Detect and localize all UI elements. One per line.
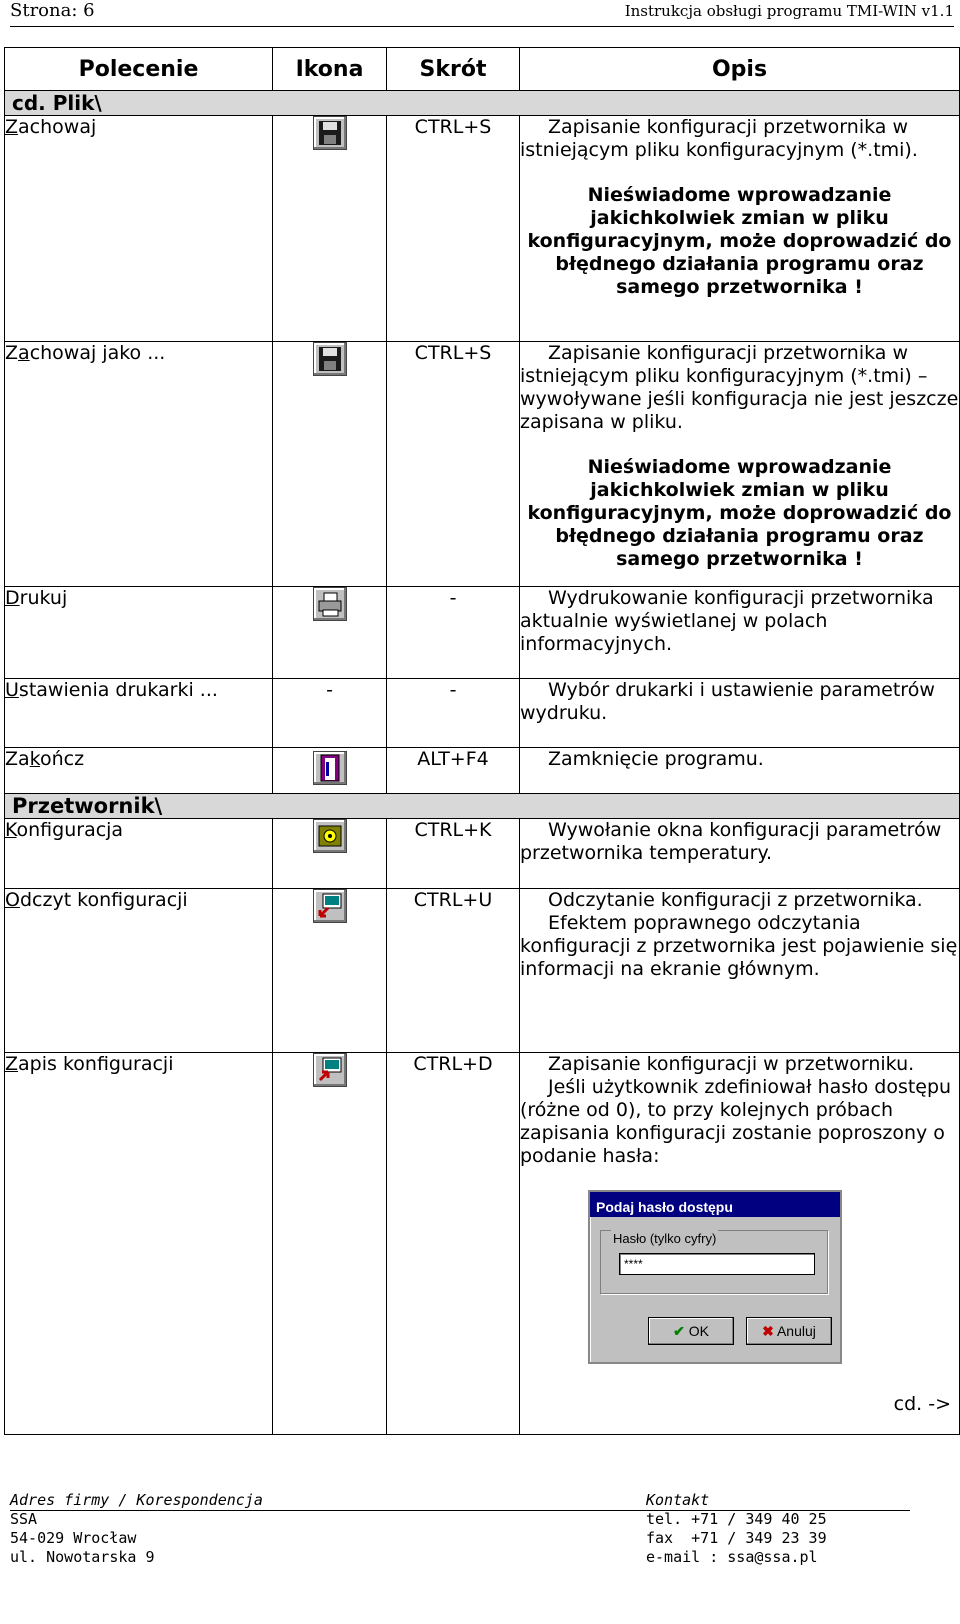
password-group bbox=[600, 1230, 828, 1294]
write-config-icon bbox=[313, 1053, 347, 1087]
description-cell: Wydrukowanie konfiguracji przetwornika aktualnie wyświetlanej w polach informacyjnych. bbox=[520, 587, 960, 679]
command-cell: Konfiguracja bbox=[5, 819, 273, 889]
icon-cell bbox=[273, 819, 387, 889]
page-number: Strona: 6 bbox=[10, 0, 95, 21]
warning-text: Nieświadome wprowadzanie jakichkolwiek zmian w pliku konfiguracyjnym, może doprowadzić do błędnego działania programu oraz samego przetwornika ! bbox=[527, 184, 952, 298]
footer-contact-heading: Kontakt bbox=[646, 1491, 710, 1509]
configuration-icon bbox=[313, 819, 347, 853]
ok-button[interactable]: ✔ OK bbox=[648, 1317, 734, 1345]
description-cell: Wybór drukarki i ustawienie parametrów wydruku. bbox=[520, 679, 960, 748]
password-group-label: Hasło (tylko cyfry) bbox=[611, 1227, 718, 1250]
shortcut-cell: ALT+F4 bbox=[387, 748, 520, 794]
section-title-converter: Przetwornik\ bbox=[5, 794, 960, 819]
icon-cell bbox=[273, 116, 387, 342]
table-header-row bbox=[5, 48, 960, 91]
shortcut-cell: CTRL+S bbox=[387, 342, 520, 587]
icon-cell bbox=[273, 889, 387, 1053]
cancel-button[interactable]: ✖ Anuluj bbox=[746, 1317, 832, 1345]
column-header-description: Opis bbox=[520, 48, 960, 91]
icon-cell bbox=[273, 1053, 387, 1435]
footer-address: Adres firmy / Korespondencja SSA 54-029 Wrocław ul. Nowotarska 9 bbox=[10, 1491, 263, 1566]
section-row-converter bbox=[5, 794, 960, 819]
icon-cell: - bbox=[273, 679, 387, 748]
description-cell: Zapisanie konfiguracji w przetworniku. Jeśli użytkownik zdefiniował hasło dostępu (różne od 0), to przy kolejnych próbach zapisania konfiguracji zostanie poproszony o podanie hasła: Podaj hasło dostępu Hasło (tylko cyfry) **** ✔ OK ✖ Anuluj cd. -> bbox=[520, 1053, 960, 1435]
section-row-file bbox=[5, 91, 960, 116]
command-cell: Zapis konfiguracji bbox=[5, 1053, 273, 1435]
description-cell: Zapisanie konfiguracji przetwornika w istniejącym pliku konfiguracyjnym (*.tmi). Nieświadome wprowadzanie jakichkolwiek zmian w pliku konfiguracyjnym, może doprowadzić do błędnego działania programu oraz samego przetwornika ! bbox=[520, 116, 960, 342]
description-cell: Odczytanie konfiguracji z przetwornika. Efektem poprawnego odczytania konfiguracji z przetwornika jest pojawienie się informacji na ekranie głównym. bbox=[520, 889, 960, 1053]
table-row bbox=[5, 819, 960, 889]
command-cell: Zachowaj jako ... bbox=[5, 342, 273, 587]
command-table bbox=[4, 47, 960, 1435]
shortcut-cell: - bbox=[387, 679, 520, 748]
read-config-icon bbox=[313, 889, 347, 923]
command-cell: Ustawienia drukarki ... bbox=[5, 679, 273, 748]
table-row bbox=[5, 587, 960, 679]
save-icon bbox=[313, 116, 347, 150]
shortcut-cell: CTRL+D bbox=[387, 1053, 520, 1435]
command-cell: Zachowaj bbox=[5, 116, 273, 342]
password-dialog-screenshot bbox=[588, 1190, 842, 1364]
printer-icon bbox=[313, 587, 347, 621]
document-title: Instrukcja obsługi programu TMI-WIN v1.1 bbox=[624, 2, 954, 20]
cross-icon: ✖ bbox=[762, 1323, 774, 1339]
save-icon bbox=[313, 342, 347, 376]
checkmark-icon: ✔ bbox=[673, 1323, 685, 1339]
table-row bbox=[5, 748, 960, 794]
description-cell: Zapisanie konfiguracji przetwornika w istniejącym pliku konfiguracyjnym (*.tmi) – wywoływane jeśli konfiguracja nie jest jeszcze zapisana w pliku. Nieświadome wprowadzanie jakichkolwiek zmian w pliku konfiguracyjnym, może doprowadzić do błędnego działania programu oraz samego przetwornika ! bbox=[520, 342, 960, 587]
table-row bbox=[5, 679, 960, 748]
page-header bbox=[10, 0, 954, 27]
description-cell: Zamknięcie programu. bbox=[520, 748, 960, 794]
column-header-command: Polecenie bbox=[5, 48, 273, 91]
table-row bbox=[5, 342, 960, 587]
command-cell: Odczyt konfiguracji bbox=[5, 889, 273, 1053]
table-row bbox=[5, 1053, 960, 1435]
shortcut-cell: CTRL+U bbox=[387, 889, 520, 1053]
command-cell: Drukuj bbox=[5, 587, 273, 679]
icon-cell bbox=[273, 748, 387, 794]
footer-rule bbox=[10, 1510, 910, 1511]
dialog-title: Podaj hasło dostępu bbox=[590, 1192, 840, 1217]
footer-contact: Kontakt tel. +71 / 349 40 25 fax +71 / 349 23 39 e-mail : ssa@ssa.pl bbox=[646, 1491, 827, 1566]
exit-door-icon bbox=[313, 751, 347, 785]
continued-marker: cd. -> bbox=[893, 1393, 951, 1415]
footer-address-heading: Adres firmy / Korespondencja bbox=[10, 1491, 263, 1509]
command-cell: Zakończ bbox=[5, 748, 273, 794]
section-title-file: cd. Plik\ bbox=[5, 91, 960, 116]
shortcut-cell: CTRL+S bbox=[387, 116, 520, 342]
column-header-icon: Ikona bbox=[273, 48, 387, 91]
warning-text: Nieświadome wprowadzanie jakichkolwiek zmian w pliku konfiguracyjnym, może doprowadzić do błędnego działania programu oraz samego przetwornika ! bbox=[527, 456, 952, 570]
table-row bbox=[5, 889, 960, 1053]
password-input[interactable]: **** bbox=[619, 1253, 815, 1275]
icon-cell bbox=[273, 587, 387, 679]
shortcut-cell: CTRL+K bbox=[387, 819, 520, 889]
shortcut-cell: - bbox=[387, 587, 520, 679]
description-cell: Wywołanie okna konfiguracji parametrów przetwornika temperatury. bbox=[520, 819, 960, 889]
icon-cell bbox=[273, 342, 387, 587]
table-row bbox=[5, 116, 960, 342]
column-header-shortcut: Skrót bbox=[387, 48, 520, 91]
